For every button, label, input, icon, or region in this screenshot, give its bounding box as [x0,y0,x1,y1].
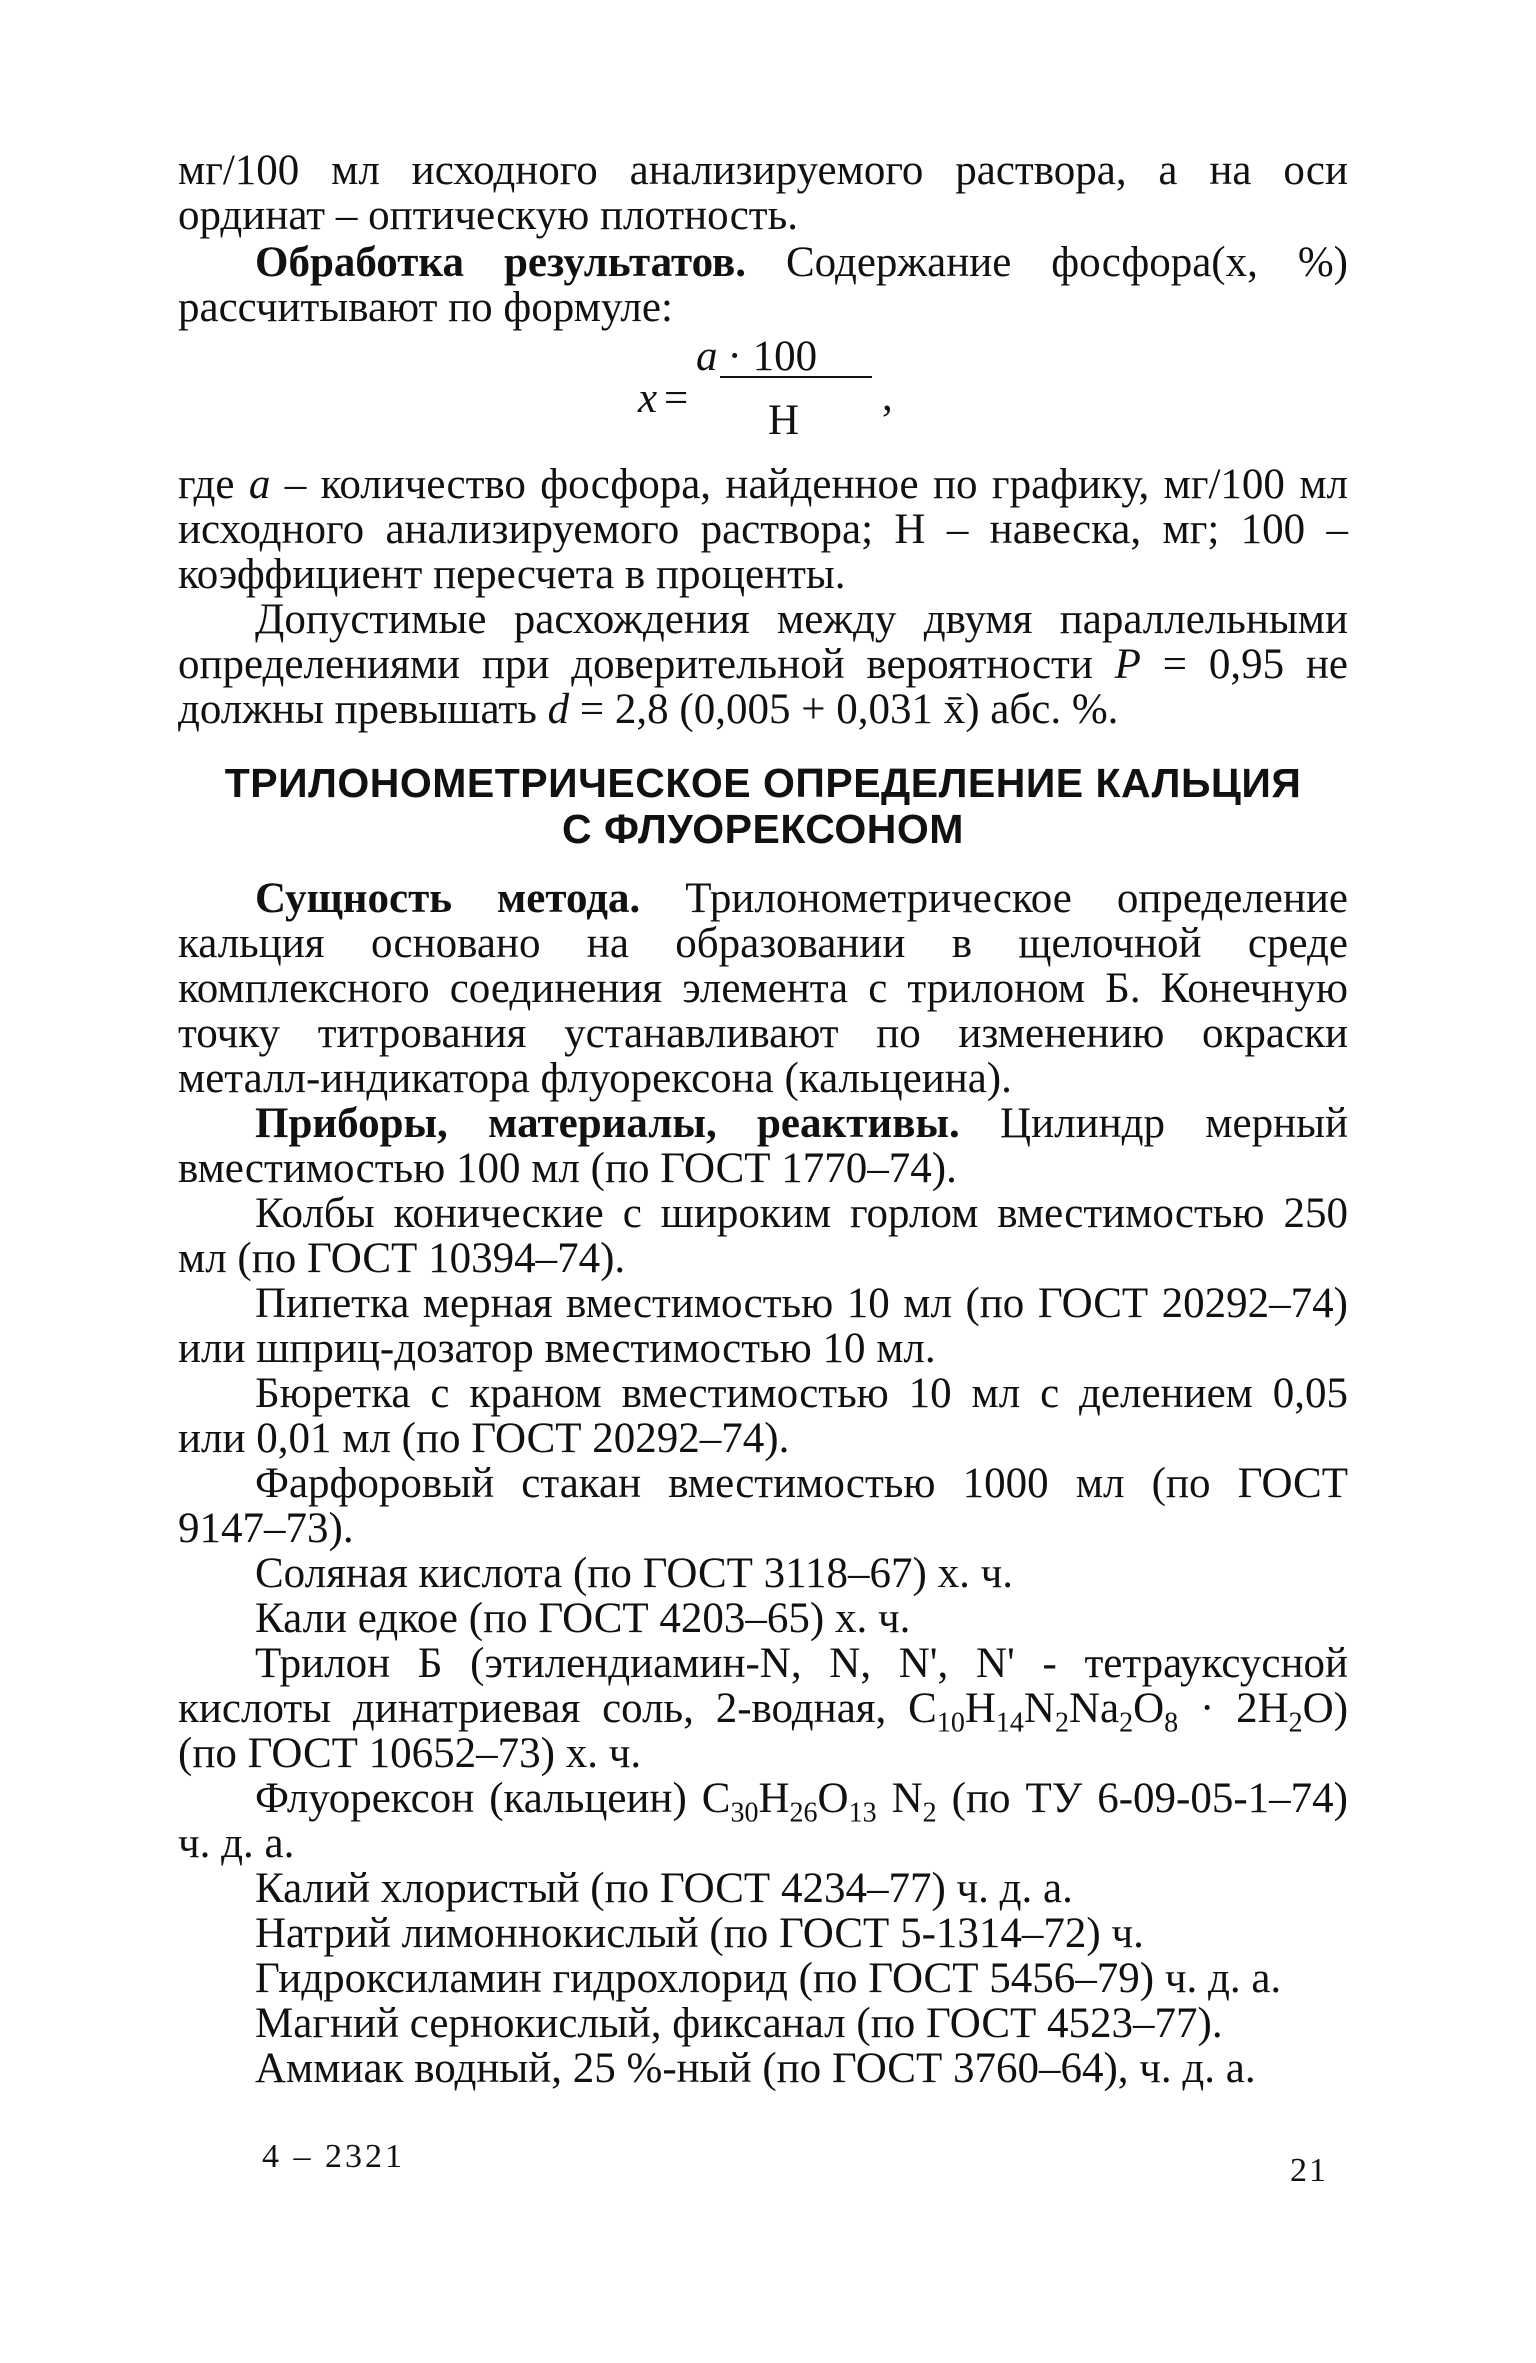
where-var-a: а [248,461,271,508]
processing-heading: Обработка результатов. [255,239,746,286]
fluo-sub: 2 [922,1797,937,1829]
paragraph-processing [178,240,1348,330]
formula-comma: , [882,373,893,420]
fluo-text: N [876,1775,923,1822]
formula-fraction-bar [720,376,872,378]
list-item: Пипетка мерная вместимостью 10 мл (по ГОСТ 20292–74) или шприц-дозатор вместимостью 10 мл. [178,1280,1348,1372]
list-item: Соляная кислота (по ГОСТ 3118–67) х. ч. [255,1550,1014,1597]
trilon-sub: 2 [1054,1707,1069,1739]
fluo-text: H [758,1775,790,1822]
page-body [178,148,1348,2091]
trilon-text: · 2H [1178,1685,1289,1732]
fluo-text: (по ТУ 6-09-05-1–74) ч. д. а. [178,1775,1348,1867]
tolerance-text-2: = 0,95 не должны превышать [178,641,1348,733]
trilon-text: O [1133,1685,1165,1732]
trilon-text: O) (по ГОСТ 10652–73) х. ч. [178,1685,1349,1777]
trilon-sub: 2 [1288,1707,1303,1739]
section-heading [178,760,1348,852]
where-text: – количество фосфора, найденное по графику, мг/100 мл исходного анализируемого раствора; Н – навеска, мг; 100 – коэффициент пересчета в проценты. [178,461,1348,598]
trilon-text: Na [1068,1685,1120,1732]
fluo-sub: 13 [848,1797,877,1829]
fluo-text: Флуорексон (кальцеин) C [255,1775,731,1822]
list-item: Аммиак водный, 25 %-ный (по ГОСТ 3760–64), ч. д. а. [255,2045,1256,2092]
formula-lhs: x [638,375,658,422]
method-text: Трилонометрическое определение кальция основано на образовании в щелочной среде комплексного соединения элемента с трилоном Б. Конечную точку титрования устанавливают по изменению окраски металл-индикатора флуорексона (кальцеина). [178,875,1348,1102]
section-heading-line2: С ФЛУОРЕКСОНОМ [562,806,964,852]
paragraph-method [178,876,1348,1101]
trilon-sub: 8 [1164,1707,1179,1739]
section-heading-line1: ТРИЛОНОМЕТРИЧЕСКОЕ ОПРЕДЕЛЕНИЕ КАЛЬЦИЯ [224,760,1302,806]
paragraph-continuation: мг/100 мл исходного анализируемого раствора, а на оси ординат – оптическую плотность. [178,147,1348,239]
trilon-text: Трилон Б (этилендиамин-N, N, N', N' - тетрауксусной кислоты динатриевая соль, 2-водная, C [178,1640,1348,1732]
list-item: Кали едкое (по ГОСТ 4203–65) х. ч. [255,1595,911,1642]
signature-mark: 4 – 2321 [262,2138,405,2175]
trilon-text: H [964,1685,996,1732]
formula-denominator: Н [768,397,800,444]
formula [178,334,1348,462]
fluo-sub: 30 [730,1797,759,1829]
tolerance-var-p: Р [1114,641,1141,688]
fluo-sub: 26 [789,1797,818,1829]
list-item: Бюретка с краном вместимостью 10 мл с делением 0,05 или 0,01 мл (по ГОСТ 20292–74). [178,1370,1348,1462]
trilon-sub: 10 [936,1707,965,1739]
tolerance-var-d: d [547,686,570,733]
formula-equals: = [664,375,689,422]
paragraph-where [178,462,1348,597]
list-item: Магний сернокислый, фиксанал (по ГОСТ 4523–77). [255,2000,1223,2047]
trilon-text: N [1023,1685,1055,1732]
paragraph-equipment [178,1101,1348,1191]
list-item: Фарфоровый стакан вместимостью 1000 мл (по ГОСТ 9147–73). [178,1460,1348,1552]
page-number: 21 [1290,2152,1328,2189]
list-item-trilon [178,1641,1348,1776]
list-item: Калий хлористый (по ГОСТ 4234–77) ч. д. а. [255,1865,1073,1912]
trilon-sub: 2 [1119,1707,1134,1739]
list-item: Колбы конические с широким горлом вместимостью 250 мл (по ГОСТ 10394–74). [178,1190,1348,1282]
tolerance-text-1: Допустимые расхождения между двумя параллельными определениями при доверительной вероятности [178,596,1348,688]
tolerance-text-3: = 2,8 (0,005 + 0,031 x̄) абс. %. [569,686,1119,733]
processing-text: Содержание фосфора(x, %) рассчитывают по формуле: [178,239,1348,331]
where-prefix: где [178,461,249,508]
formula-num-rest: · 100 [727,333,818,380]
method-heading: Сущность метода. [255,875,641,922]
equipment-heading: Приборы, материалы, реактивы. [255,1100,960,1147]
fluo-text: O [817,1775,849,1822]
list-item: Гидроксиламин гидрохлорид (по ГОСТ 5456–79) ч. д. а. [255,1955,1282,2002]
formula-num-a: a [696,333,718,380]
equipment-text: Цилиндр мерный вместимостью 100 мл (по ГОСТ 1770–74). [178,1100,1348,1192]
paragraph-tolerance [178,597,1348,732]
trilon-sub: 14 [995,1707,1024,1739]
list-item: Натрий лимоннокислый (по ГОСТ 5-1314–72) ч. [255,1910,1144,1957]
list-item-fluorexon [178,1776,1348,1866]
formula-numerator [696,334,817,379]
